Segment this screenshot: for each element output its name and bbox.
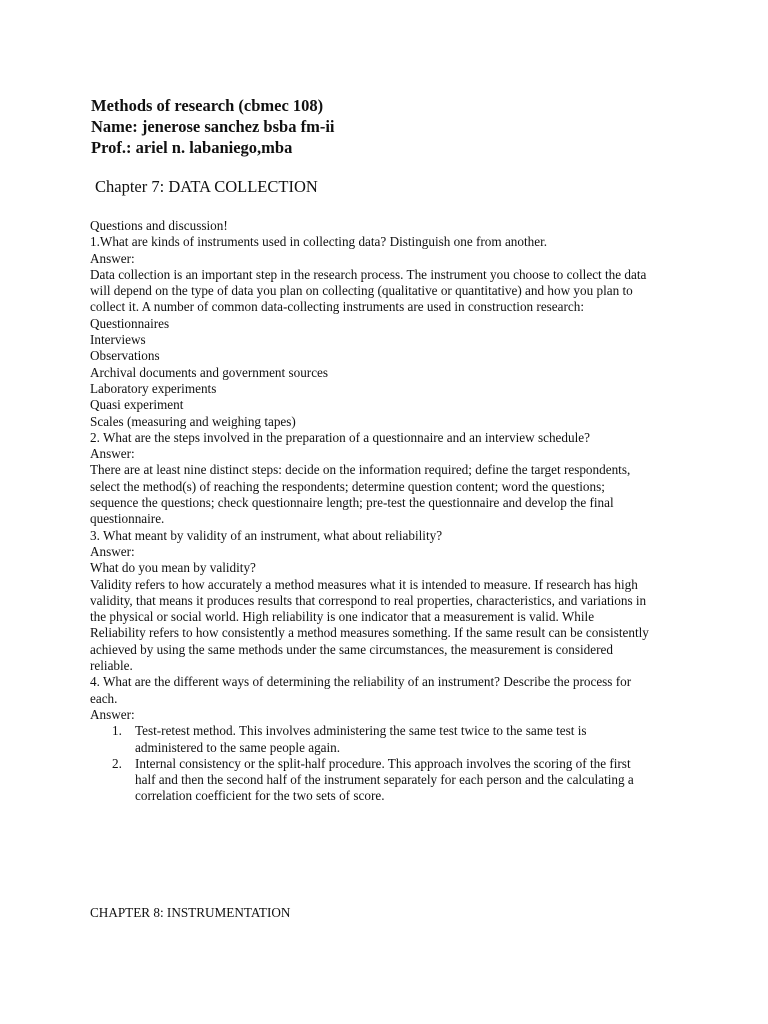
- body-line: Data collection is an important step in the research process. The instrument you choose to collect the data: [90, 266, 647, 282]
- body-line: What do you mean by validity?: [90, 560, 256, 576]
- list-item: [90, 756, 690, 805]
- body-line: 4. What are the different ways of determining the reliability of an instrument? Describe the process for: [90, 674, 632, 690]
- body-line: Archival documents and government sources: [90, 364, 329, 380]
- body-line: select the method(s) of reaching the respondents; determine question content; word the questions;: [90, 478, 605, 494]
- body-line: Validity refers to how accurately a method measures what it is intended to measure. If research has high: [90, 576, 638, 592]
- list-item: [90, 723, 690, 756]
- body-line: the physical or social world. High reliability is one indicator that a measurement is valid. While: [90, 609, 595, 625]
- body-line: sequence the questions; check questionnaire length; pre-test the questionnaire and develop the final: [90, 495, 614, 511]
- chapter-8-title: CHAPTER 8: INSTRUMENTATION: [90, 905, 291, 920]
- chapter-7-title: Chapter 7: DATA COLLECTION: [95, 177, 318, 196]
- body-line: each.: [90, 690, 118, 706]
- list-item-number: 2.: [112, 755, 122, 771]
- list-item-number: 1.: [112, 723, 122, 739]
- list-item-line: correlation coefficient for the two sets of score.: [135, 788, 385, 804]
- body-line: achieved by using the same methods under the same circumstances, the measurement is considered: [90, 641, 613, 657]
- body-line: Reliability refers to how consistently a method measures something. If the same result can be consistently: [90, 625, 649, 641]
- body-line: will depend on the type of data you plan on collecting (qualitative or quantitative) and how you plan to: [90, 283, 633, 299]
- list-item-line: half and then the second half of the instrument separately for each person and the calculating a: [135, 772, 634, 788]
- body-line: Answer:: [90, 706, 135, 722]
- body-line: Questionnaires: [90, 315, 170, 331]
- body-line: Scales (measuring and weighing tapes): [90, 413, 296, 429]
- body-line: There are at least nine distinct steps: decide on the information required; define the target respondents,: [90, 462, 631, 478]
- list-item-line: Test-retest method. This involves administering the same test twice to the same test is: [135, 723, 587, 739]
- list-item-line: administered to the same people again.: [135, 739, 341, 755]
- body-line: reliable.: [90, 658, 133, 674]
- body-line: 1.What are kinds of instruments used in collecting data? Distinguish one from another.: [90, 234, 548, 250]
- body-line: Answer:: [90, 250, 135, 266]
- body-line: Observations: [90, 348, 160, 364]
- body-line: Quasi experiment: [90, 397, 184, 413]
- body-line: 2. What are the steps involved in the preparation of a questionnaire and an interview schedule?: [90, 429, 590, 445]
- body-line: questionnaire.: [90, 511, 165, 527]
- body-line: validity, that means it produces results that correspond to real properties, characteristics, and variations in: [90, 592, 647, 608]
- body-line: Questions and discussion!: [90, 218, 228, 233]
- document-body: [90, 218, 690, 805]
- professor-name: Prof.: ariel n. labaniego,mba: [91, 138, 293, 157]
- body-line: collect it. A number of common data-collecting instruments are used in construction research:: [90, 299, 585, 315]
- reliability-methods-list: [90, 723, 690, 804]
- student-name: Name: jenerose sanchez bsba fm-ii: [91, 117, 335, 136]
- list-item-line: Internal consistency or the split-half procedure. This approach involves the scoring of the first: [135, 755, 631, 771]
- body-line: 3. What meant by validity of an instrument, what about reliability?: [90, 527, 443, 543]
- document-header: [91, 95, 335, 158]
- body-line: Interviews: [90, 332, 146, 348]
- course-title: Methods of research (cbmec 108): [91, 96, 324, 115]
- body-line: Answer:: [90, 543, 135, 559]
- body-line: Answer:: [90, 446, 135, 462]
- body-line: Laboratory experiments: [90, 380, 217, 396]
